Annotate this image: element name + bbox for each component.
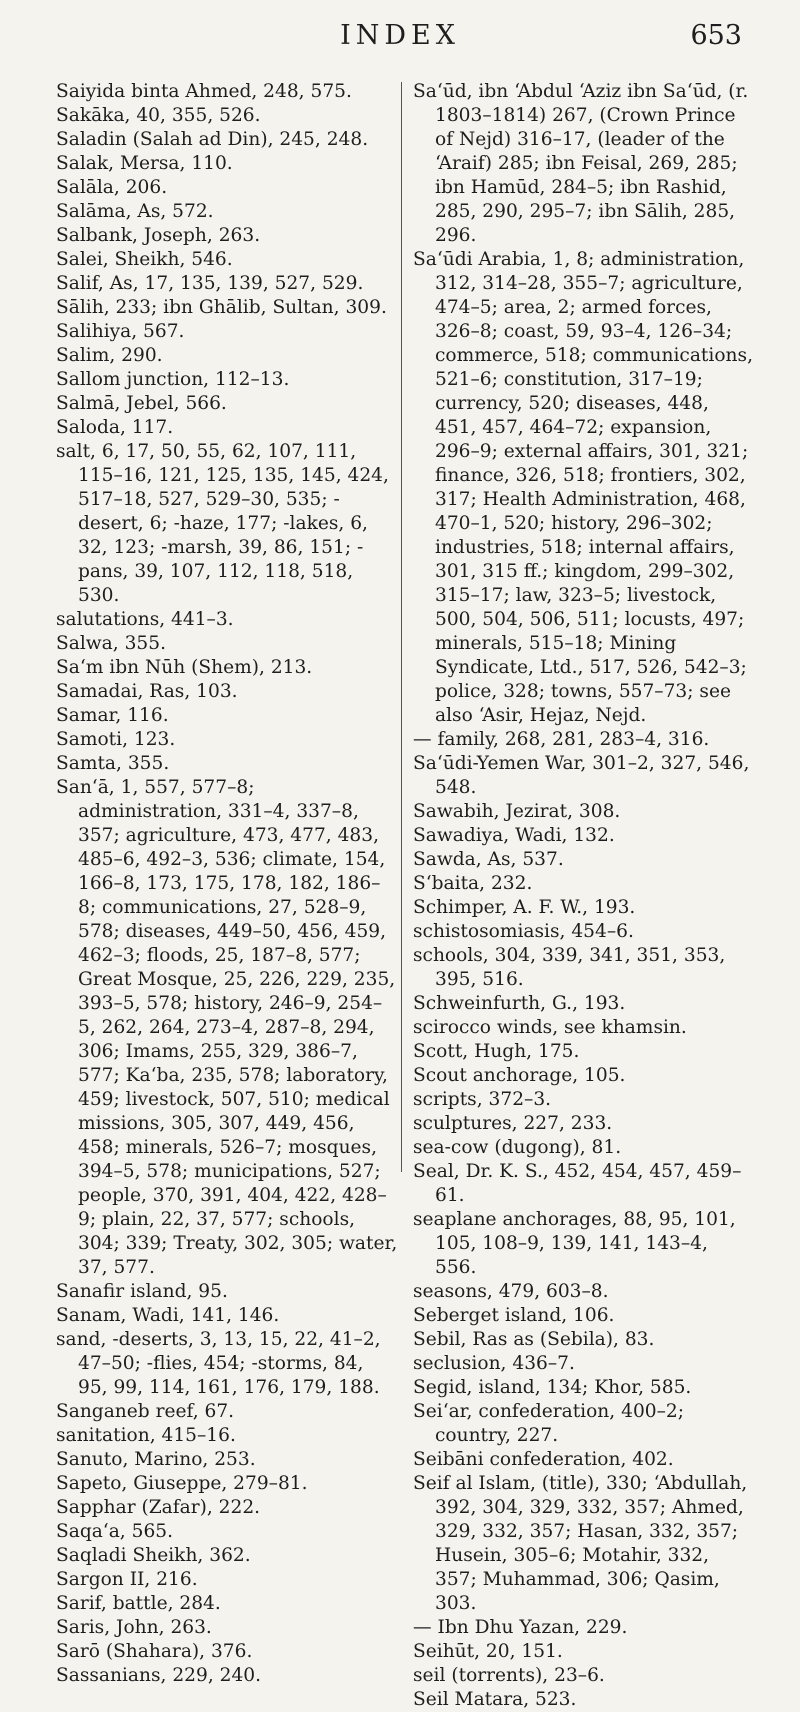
index-entry: Scout anchorage, 105. <box>413 1065 626 1086</box>
index-entry: Seberget island, 106. <box>413 1305 615 1326</box>
index-entry: Scott, Hugh, 175. <box>413 1041 580 1062</box>
index-entry: salutations, 441–3. <box>56 609 234 630</box>
index-entry: Salāma, As, 572. <box>56 201 214 222</box>
index-entry: Sa‘m ibn Nūh (Shem), 213. <box>56 657 313 678</box>
index-entry: Sei‘ar, confederation, 400–2; country, 227. <box>413 1401 684 1446</box>
index-entry: Salei, Sheikh, 546. <box>56 249 233 270</box>
index-entry: Salwa, 355. <box>56 633 166 654</box>
index-entry: Samta, 355. <box>56 753 170 774</box>
index-entry: Sarō (Shahara), 376. <box>56 1641 253 1662</box>
index-entry: Sālih, 233; ibn Ghālib, Sultan, 309. <box>56 297 387 318</box>
index-entry: Saris, John, 263. <box>56 1617 212 1638</box>
index-entry: Salim, 290. <box>56 345 163 366</box>
index-entry: — family, 268, 281, 283–4, 316. <box>413 729 710 750</box>
index-entry: Sanuto, Marino, 253. <box>56 1449 256 1470</box>
index-entry: salt, 6, 17, 50, 55, 62, 107, 111, 115–16, 121, 125, 135, 145, 424, 517–18, 527, 529–30, 535; -desert, 6; -haze, 177; -lakes, 6, 32, 123; -marsh, 39, 86, 151; -pans, 39, 107, 112, 118, 518, 530. <box>56 441 389 606</box>
column-divider <box>401 82 402 1172</box>
index-entry: seaplane anchorages, 88, 95, 101, 105, 108–9, 139, 141, 143–4, 556. <box>413 1209 736 1278</box>
index-entry: Sebil, Ras as (Sebila), 83. <box>413 1329 655 1350</box>
index-entry: Sapphar (Zafar), 222. <box>56 1497 261 1518</box>
index-entry: Seil Matara, 523. <box>413 1689 577 1710</box>
index-entry: S‘baita, 232. <box>413 873 533 894</box>
index-entry: Salmā, Jebel, 566. <box>56 393 227 414</box>
index-entry: Salif, As, 17, 135, 139, 527, 529. <box>56 273 364 294</box>
index-entry: Seif al Islam, (title), 330; ‘Abdullah, 392, 304, 329, 332, 357; Ahmed, 329, 332, 357; Hasan, 332, 357; Husein, 305–6; Motahir, 332, 357; Muhammad, 306; Qasim, 303. <box>413 1473 748 1614</box>
index-entry: schistosomiasis, 454–6. <box>413 921 634 942</box>
index-entry: Saqa‘a, 565. <box>56 1521 174 1542</box>
index-entry: sea-cow (dugong), 81. <box>413 1137 622 1158</box>
index-entry: seasons, 479, 603–8. <box>413 1281 609 1302</box>
page-header <box>0 20 800 60</box>
index-entry: Schweinfurth, G., 193. <box>413 993 626 1014</box>
index-entry: Salāla, 206. <box>56 177 168 198</box>
index-entry: San‘ā, 1, 557, 577–8; administration, 331–4, 337–8, 357; agriculture, 473, 477, 483, 485–6, 492–3, 536; climate, 154, 166–8, 173, 175, 178, 182, 186–8; communications, 27, 528–9, 578; diseases, 449–50, 456, 459, 462–3; floods, 25, 187–8, 577; Great Mosque, 25, 226, 229, 235, 393–5, 578; history, 246–9, 254–5, 262, 264, 273–4, 287–8, 294, 306; Imams, 255, 329, 386–7, 577; Ka‘ba, 235, 578; laboratory, 459; livestock, 507, 510; medical missions, 305, 307, 449, 456, 458; minerals, 526–7; mosques, 394–5, 578; municipations, 527; people, 370, 391, 404, 422, 428–9; plain, 22, 37, 577; schools, 304; 339; Treaty, 302, 305; water, 37, 577. <box>56 777 398 1278</box>
index-entry: Sa‘ūdi Arabia, 1, 8; administration, 312, 314–28, 355–7; agriculture, 474–5; area, 2; armed forces, 326–8; coast, 59, 93–4, 126–34; commerce, 518; communications, 521–6; constitution, 317–19; currency, 520; diseases, 448, 451, 457, 464–72; expansion, 296–9; external affairs, 301, 321; finance, 326, 518; frontiers, 302, 317; Health Administration, 468, 470–1, 520; history, 296–302; industries, 518; internal affairs, 301, 315 ff.; kingdom, 299–302, 315–17; law, 323–5; livestock, 500, 504, 506, 511; locusts, 497; minerals, 515–18; Mining Syndicate, Ltd., 517, 526, 542–3; police, 328; towns, 557–73; see also ‘Asir, Hejaz, Nejd. <box>413 249 753 726</box>
index-entry: Saiyida binta Ahmed, 248, 575. <box>56 81 352 102</box>
index-entry: Samadai, Ras, 103. <box>56 681 238 702</box>
index-entry: Saloda, 117. <box>56 417 174 438</box>
index-entry: Sa‘ūd, ibn ‘Abdul ‘Aziz ibn Sa‘ūd, (r. 1803–1814) 267, (Crown Prince of Nejd) 316–17, (leader of the ‘Araif) 285; ibn Feisal, 269, 285; ibn Hamūd, 284–5; ibn Rashid, 285, 290, 295–7; ibn Sālih, 285, 296. <box>413 81 749 246</box>
page-title: INDEX <box>340 20 460 51</box>
index-entry: Sassanians, 229, 240. <box>56 1665 262 1686</box>
index-entry: sand, -deserts, 3, 13, 15, 22, 41–2, 47–50; -flies, 454; -storms, 84, 95, 99, 114, 161, 176, 179, 188. <box>56 1329 381 1398</box>
index-entry: Sa‘ūdi-Yemen War, 301–2, 327, 546, 548. <box>413 753 750 798</box>
index-entry: Sanam, Wadi, 141, 146. <box>56 1305 280 1326</box>
index-entry: — Ibn Dhu Yazan, 229. <box>413 1617 628 1638</box>
index-entry: Salak, Mersa, 110. <box>56 153 233 174</box>
index-entry: Segid, island, 134; Khor, 585. <box>413 1377 692 1398</box>
index-entry: schools, 304, 339, 341, 351, 353, 395, 516. <box>413 945 726 990</box>
index-entry: Sanganeb reef, 67. <box>56 1401 235 1422</box>
index-entry: Saqladi Sheikh, 362. <box>56 1545 251 1566</box>
index-entry: Salbank, Joseph, 263. <box>56 225 261 246</box>
index-entry: Seibāni confederation, 402. <box>413 1449 674 1470</box>
index-entry: Saladin (Salah ad Din), 245, 248. <box>56 129 369 150</box>
index-entry: sanitation, 415–16. <box>56 1425 236 1446</box>
index-column-right <box>413 80 755 1712</box>
index-entry: Sanafir island, 95. <box>56 1281 228 1302</box>
index-entry: Sawabih, Jezirat, 308. <box>413 801 621 822</box>
index-column-left <box>56 80 398 1688</box>
index-entry: Sawadiya, Wadi, 132. <box>413 825 615 846</box>
index-entry: Seal, Dr. K. S., 452, 454, 457, 459–61. <box>413 1161 742 1206</box>
index-entry: Sargon II, 216. <box>56 1569 198 1590</box>
index-entry: Seihūt, 20, 151. <box>413 1641 563 1662</box>
index-entry: Sarif, battle, 284. <box>56 1593 221 1614</box>
index-entry: Sakāka, 40, 355, 526. <box>56 105 261 126</box>
index-entry: Sallom junction, 112–13. <box>56 369 290 390</box>
index-entry: seil (torrents), 23–6. <box>413 1665 605 1686</box>
index-entry: Samar, 116. <box>56 705 169 726</box>
index-entry: Sawda, As, 537. <box>413 849 564 870</box>
index-entry: Salihiya, 567. <box>56 321 185 342</box>
index-entry: sculptures, 227, 233. <box>413 1113 613 1134</box>
index-entry: scripts, 372–3. <box>413 1089 552 1110</box>
index-entry: scirocco winds, see khamsin. <box>413 1017 687 1038</box>
page-number: 653 <box>690 20 742 51</box>
index-entry: Schimper, A. F. W., 193. <box>413 897 636 918</box>
index-entry: Sapeto, Giuseppe, 279–81. <box>56 1473 308 1494</box>
index-entry: seclusion, 436–7. <box>413 1353 575 1374</box>
index-entry: Samoti, 123. <box>56 729 176 750</box>
